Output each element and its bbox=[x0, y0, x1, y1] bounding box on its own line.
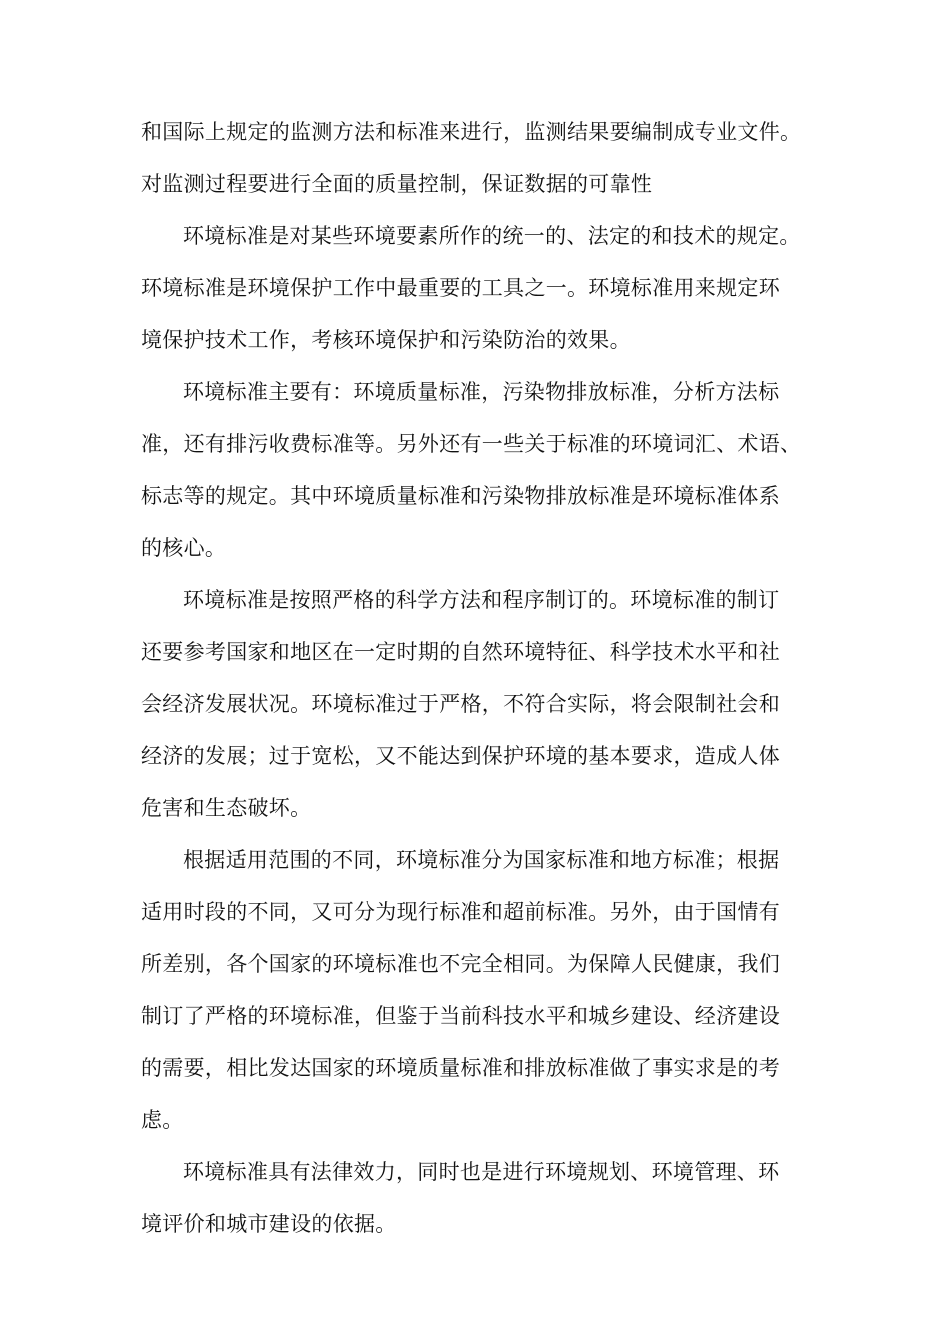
text-line: 境评价和城市建设的依据。 bbox=[141, 1212, 397, 1236]
paragraph bbox=[141, 834, 821, 1146]
text-line: 环境标准主要有：环境质量标准，污染物排放标准，分析方法标 bbox=[183, 380, 780, 404]
text-line: 标志等的规定。其中环境质量标准和污染物排放标准是环境标准体系 bbox=[141, 484, 780, 508]
paragraph bbox=[141, 366, 821, 574]
text-line: 适用时段的不同，又可分为现行标准和超前标准。另外，由于国情有 bbox=[141, 900, 780, 924]
text-line: 所差别，各个国家的环境标准也不完全相同。为保障人民健康，我们 bbox=[141, 952, 780, 976]
text-line: 还要参考国家和地区在一定时期的自然环境特征、科学技术水平和社 bbox=[141, 640, 780, 664]
text-line: 虑。 bbox=[141, 1108, 184, 1132]
text-line: 危害和生态破坏。 bbox=[141, 796, 312, 820]
text-line: 准，还有排污收费标准等。另外还有一些关于标准的环境词汇、术语、 bbox=[141, 432, 802, 456]
text-line: 会经济发展状况。环境标准过于严格，不符合实际，将会限制社会和 bbox=[141, 692, 780, 716]
text-line: 境保护技术工作，考核环境保护和污染防治的效果。 bbox=[141, 328, 631, 352]
text-line: 环境标准是环境保护工作中最重要的工具之一。环境标准用来规定环 bbox=[141, 276, 780, 300]
document-body bbox=[141, 106, 821, 1250]
text-line: 的核心。 bbox=[141, 536, 227, 560]
paragraph bbox=[141, 1146, 821, 1250]
text-line: 制订了严格的环境标准，但鉴于当前科技水平和城乡建设、经济建设 bbox=[141, 1004, 780, 1028]
paragraph bbox=[141, 210, 821, 366]
text-line: 环境标准具有法律效力，同时也是进行环境规划、环境管理、环 bbox=[183, 1160, 780, 1184]
text-line: 对监测过程要进行全面的质量控制，保证数据的可靠性 bbox=[141, 172, 653, 196]
text-line: 环境标准是按照严格的科学方法和程序制订的。环境标准的制订 bbox=[183, 588, 780, 612]
text-line: 根据适用范围的不同，环境标准分为国家标准和地方标准；根据 bbox=[183, 848, 780, 872]
text-line: 的需要，相比发达国家的环境质量标准和排放标准做了事实求是的考 bbox=[141, 1056, 780, 1080]
text-line: 环境标准是对某些环境要素所作的统一的、法定的和技术的规定。 bbox=[183, 224, 801, 248]
paragraph bbox=[141, 574, 821, 834]
text-line: 和国际上规定的监测方法和标准来进行，监测结果要编制成专业文件。 bbox=[141, 120, 802, 144]
text-line: 经济的发展；过于宽松，又不能达到保护环境的基本要求，造成人体 bbox=[141, 744, 780, 768]
paragraph bbox=[141, 106, 821, 210]
